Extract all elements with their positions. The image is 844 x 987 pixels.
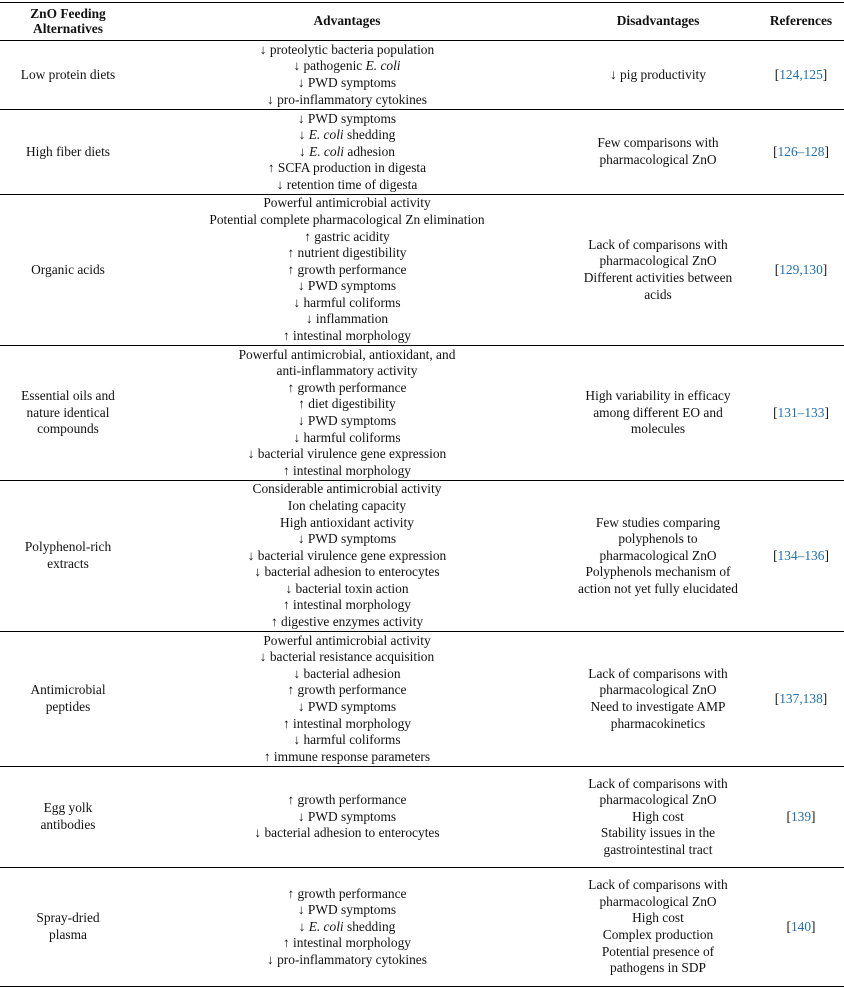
advantage-item: ↓ bacterial adhesion to enterocytes [254, 564, 440, 580]
alternative-name-text: High fiber diets [25, 143, 111, 159]
advantage-item: ↓ inflammation [305, 311, 389, 327]
advantages-cell [136, 868, 558, 987]
disadvantages-cell [558, 195, 758, 346]
disadvantages-cell [558, 767, 758, 868]
advantage-item: ↑ nutrient digestibility [287, 245, 407, 261]
reference-separator: – [797, 547, 805, 563]
table-row [0, 195, 844, 346]
disadvantage-item: pharmacological ZnO [599, 253, 717, 269]
advantage-item: ↑ diet digestibility [298, 396, 396, 412]
advantage-item: ↓ bacterial toxin action [285, 580, 409, 596]
reference-separator: – [797, 143, 805, 159]
advantage-item: ↓ PWD symptoms [297, 278, 397, 294]
reference-link[interactable]: 136 [804, 547, 825, 563]
reference-separator: , [799, 261, 803, 277]
advantage-item: ↑ gastric acidity [304, 228, 390, 244]
advantage-item: ↓ E. coli shedding [298, 918, 396, 934]
advantage-item: Powerful antimicrobial, antioxidant, and [238, 346, 456, 362]
alternative-name [0, 110, 136, 195]
references-cell: [140] [758, 868, 844, 987]
header-alternatives: ZnO Feeding Alternatives [0, 3, 136, 41]
alternative-name [0, 346, 136, 481]
advantage-item: ↓ harmful coliforms [293, 429, 401, 445]
disadvantage-item: gastrointestinal tract [603, 841, 713, 857]
advantage-item: High antioxidant activity [280, 514, 414, 530]
disadvantage-item: Stability issues in the [600, 825, 716, 841]
advantage-item: ↓ bacterial virulence gene expression [247, 547, 447, 563]
alternative-name [0, 767, 136, 868]
alternative-name [0, 632, 136, 767]
disadvantages-cell [558, 110, 758, 195]
references-cell: [139] [758, 767, 844, 868]
advantage-item: ↓ pathogenic E. coli [293, 58, 401, 74]
disadvantage-item: Lack of comparisons with [588, 775, 728, 791]
reference-link[interactable]: 140 [790, 918, 812, 934]
advantage-item: ↑ intestinal morphology [283, 935, 411, 951]
advantage-item: ↓ pro-inflammatory cytokines [267, 951, 427, 967]
disadvantage-item: Few studies comparing [595, 514, 721, 530]
reference-link[interactable]: 138 [802, 690, 823, 706]
alternative-name [0, 195, 136, 346]
header-advantages: Advantages [136, 3, 558, 41]
advantage-item: ↑ growth performance [287, 682, 407, 698]
advantages-cell [136, 767, 558, 868]
zno-alternatives-table [0, 2, 844, 987]
disadvantage-item: pharmacological ZnO [599, 792, 717, 808]
alternative-name-text: Antimicrobial peptides [30, 682, 106, 714]
disadvantage-item: Lack of comparisons with [588, 877, 728, 893]
advantage-item: ↓ bacterial virulence gene expression [247, 446, 447, 462]
advantage-item: Considerable antimicrobial activity [252, 481, 442, 497]
advantage-item: Powerful antimicrobial activity [263, 195, 431, 211]
advantage-item: ↓ pro-inflammatory cytokines [267, 91, 427, 107]
advantage-item: ↓ E. coli shedding [298, 127, 396, 143]
advantages-cell [136, 110, 558, 195]
reference-link[interactable]: 134 [777, 547, 798, 563]
references-cell: [124,125] [758, 41, 844, 110]
advantage-item: ↓ PWD symptoms [297, 699, 397, 714]
advantage-item: ↓ PWD symptoms [297, 531, 397, 547]
alternative-name-text: Organic acids [31, 261, 105, 277]
table-row [0, 632, 844, 767]
reference-link[interactable]: 131 [777, 404, 798, 420]
advantage-item: ↓ PWD symptoms [297, 413, 397, 428]
reference-link[interactable]: 128 [804, 143, 825, 159]
alternative-name-text: Low protein diets [20, 66, 116, 82]
advantages-cell [136, 632, 558, 767]
header-disadvantages: Disadvantages [558, 3, 758, 41]
reference-separator: – [797, 404, 805, 420]
disadvantage-item: ↓ pig productivity [610, 66, 706, 82]
advantage-item: ↓ PWD symptoms [297, 75, 397, 90]
advantage-item: Powerful antimicrobial activity [263, 632, 431, 648]
header-references: References [758, 3, 844, 41]
disadvantage-item: High cost [632, 910, 684, 926]
advantage-item: ↑ digestive enzymes activity [270, 614, 424, 630]
advantage-item: ↓ harmful coliforms [293, 294, 401, 310]
advantages-cell [136, 481, 558, 632]
disadvantage-item: High cost [632, 808, 684, 824]
header-row [0, 3, 844, 41]
disadvantage-item: Potential presence of [601, 943, 715, 959]
advantages-cell [136, 195, 558, 346]
table-row [0, 767, 844, 868]
disadvantage-item: Lack of comparisons with [588, 665, 728, 681]
references-cell: [137,138] [758, 632, 844, 767]
advantage-item: ↓ bacterial resistance acquisition [259, 649, 435, 665]
references-cell: [131–133] [758, 346, 844, 481]
disadvantage-item: Few comparisons with [597, 135, 719, 151]
table-row [0, 110, 844, 195]
advantage-item: ↑ intestinal morphology [283, 462, 411, 478]
alternative-name-text: Essential oils and nature identical compounds [21, 388, 115, 437]
advantages-cell [136, 41, 558, 110]
disadvantage-item: polyphenols to [618, 531, 698, 547]
table-body [0, 41, 844, 987]
reference-link[interactable]: 129 [779, 261, 800, 277]
disadvantage-item: pharmacokinetics [610, 715, 706, 731]
advantages-cell [136, 346, 558, 481]
table-row [0, 481, 844, 632]
disadvantages-cell [558, 481, 758, 632]
advantage-item: ↑ growth performance [287, 261, 407, 277]
advantage-item: ↑ growth performance [287, 885, 407, 901]
alternative-name-text: Polyphenol-rich extracts [24, 539, 112, 571]
advantage-item: ↓ PWD symptoms [297, 808, 397, 824]
references-cell: [126–128] [758, 110, 844, 195]
advantage-item: ↓ PWD symptoms [297, 110, 397, 126]
disadvantage-item: pharmacological ZnO [599, 893, 717, 909]
advantage-item: ↓ E. coli adhesion [299, 143, 395, 159]
disadvantage-item: among different EO and [593, 404, 723, 420]
reference-link[interactable]: 125 [802, 66, 823, 82]
disadvantage-item: acids [644, 286, 672, 302]
disadvantage-item: molecules [630, 421, 686, 437]
disadvantage-item: pharmacological ZnO [599, 682, 717, 698]
disadvantage-item: action not yet fully elucidated [578, 580, 738, 596]
reference-separator: , [799, 66, 803, 82]
disadvantage-item: pathogens in SDP [610, 960, 706, 976]
reference-link[interactable]: 133 [804, 404, 825, 420]
advantage-item: Potential complete pharmacological Zn elimination [209, 211, 485, 227]
alternative-name [0, 868, 136, 987]
disadvantage-item: Need to investigate AMP [590, 699, 726, 714]
disadvantages-cell [558, 868, 758, 987]
advantage-item: ↓ bacterial adhesion [293, 665, 401, 681]
advantage-item: ↓ retention time of digesta [276, 176, 418, 192]
advantage-item: Ion chelating capacity [287, 497, 407, 513]
disadvantage-item: Lack of comparisons with [588, 236, 728, 252]
table-row [0, 346, 844, 481]
advantage-item: ↓ bacterial adhesion to enterocytes [254, 825, 440, 841]
reference-link[interactable]: 137 [779, 690, 800, 706]
advantage-item: ↑ intestinal morphology [283, 715, 411, 731]
advantage-item: ↓ proteolytic bacteria population [259, 41, 435, 57]
disadvantages-cell [558, 632, 758, 767]
alternative-name [0, 481, 136, 632]
disadvantage-item: Complex production [602, 927, 714, 942]
alternative-name [0, 41, 136, 110]
advantage-item: ↑ intestinal morphology [283, 328, 411, 344]
disadvantage-item: pharmacological ZnO [599, 547, 717, 563]
disadvantage-item: High variability in efficacy [585, 388, 731, 404]
disadvantages-cell [558, 41, 758, 110]
disadvantage-item: pharmacological ZnO [599, 152, 717, 167]
reference-link[interactable]: 130 [802, 261, 823, 277]
alternative-name-text: Egg yolk antibodies [40, 800, 96, 832]
disadvantage-item: Polyphenols mechanism of [585, 564, 731, 580]
reference-link[interactable]: 124 [779, 66, 800, 82]
disadvantage-item: Different activities between [583, 270, 733, 285]
reference-link[interactable]: 139 [790, 808, 812, 824]
advantage-item: ↑ SCFA production in digesta [267, 160, 427, 176]
advantage-item: ↓ PWD symptoms [297, 902, 397, 918]
table-row [0, 868, 844, 987]
references-cell: [134–136] [758, 481, 844, 632]
reference-link[interactable]: 126 [777, 143, 798, 159]
advantage-item: ↑ immune response parameters [263, 748, 431, 764]
table-row [0, 41, 844, 110]
advantage-item: ↓ harmful coliforms [293, 732, 401, 748]
references-cell: [129,130] [758, 195, 844, 346]
advantage-item: ↑ intestinal morphology [283, 597, 411, 613]
disadvantages-cell [558, 346, 758, 481]
advantage-item: ↑ growth performance [287, 379, 407, 395]
alternative-name-text: Spray-dried plasma [36, 910, 100, 942]
advantage-item: anti-inflammatory activity [276, 363, 418, 379]
advantage-item: ↑ growth performance [287, 792, 407, 808]
reference-separator: , [799, 690, 803, 706]
